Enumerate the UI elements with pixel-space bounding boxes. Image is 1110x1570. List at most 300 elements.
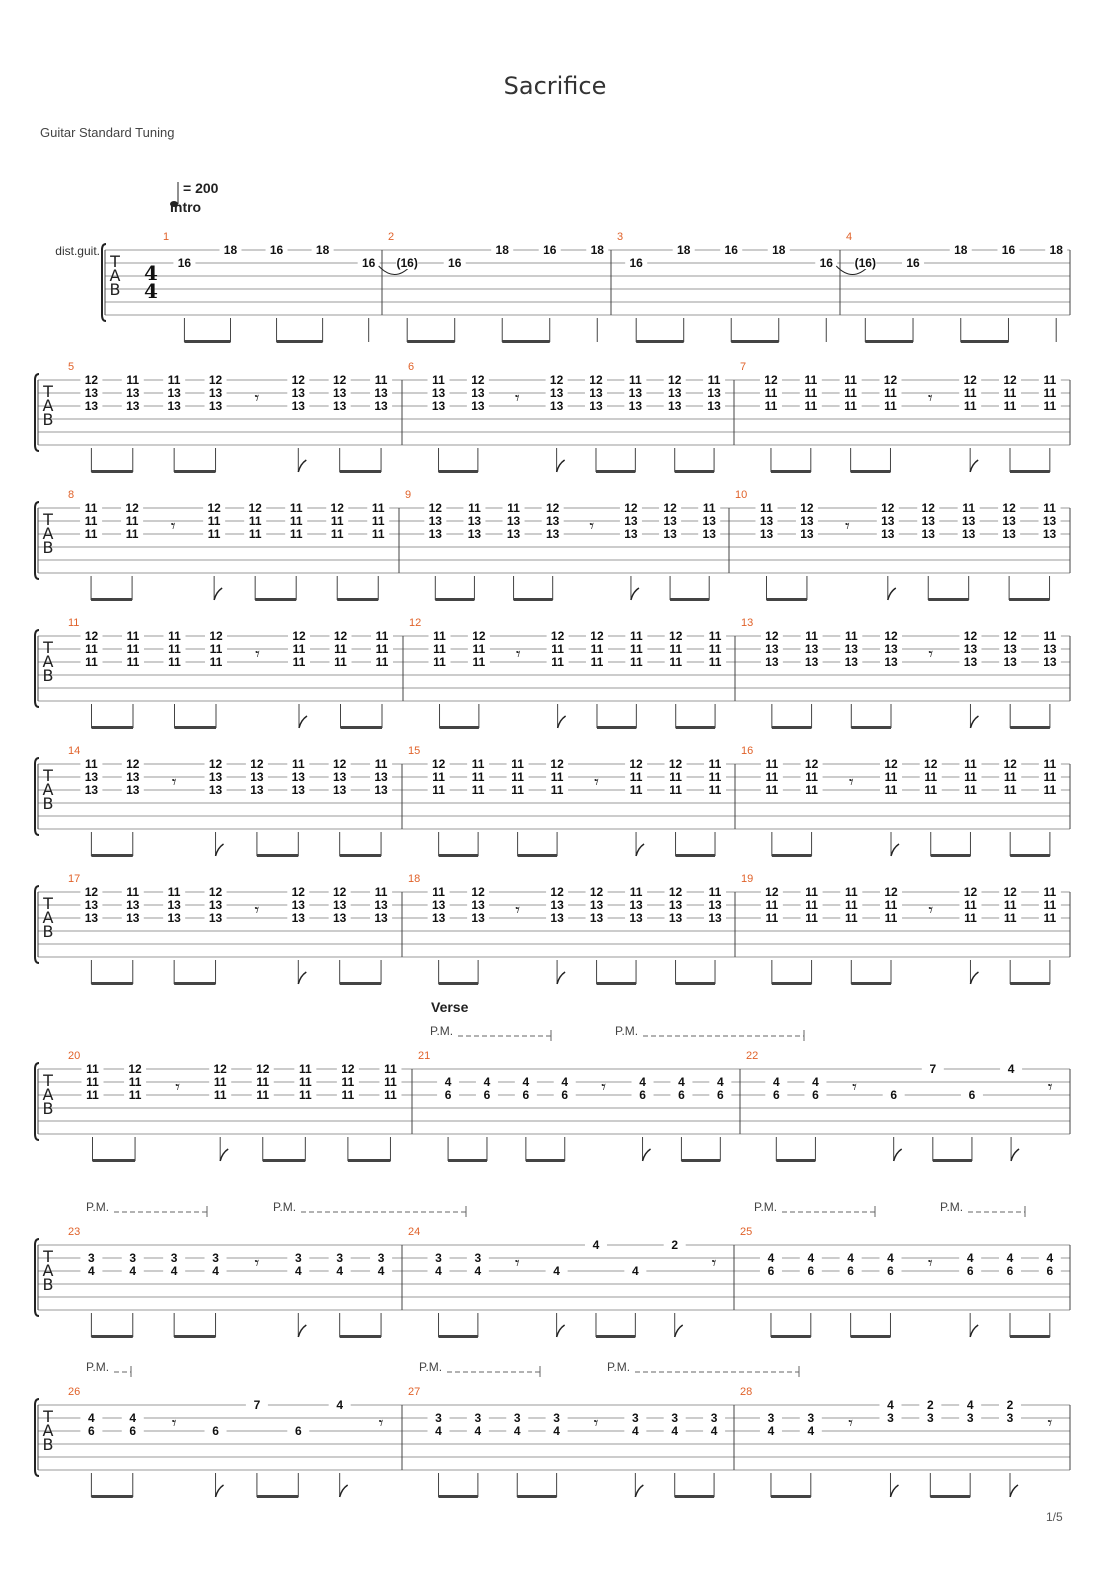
eighth-rest: 𝄾 [594, 772, 599, 793]
fret-number: 13 [84, 911, 99, 925]
fret-number: 11 [126, 642, 140, 656]
fret-number: 4 [671, 1424, 679, 1438]
fret-number: 12 [472, 629, 486, 643]
beam [91, 598, 132, 601]
fret-number: 11 [126, 885, 140, 899]
fret-number: 11 [292, 642, 306, 656]
fret-number: 13 [84, 386, 99, 400]
fret-number: 18 [495, 243, 509, 257]
fret-number: 13 [431, 386, 446, 400]
fret-number: 12 [589, 373, 603, 387]
fret-number: 4 [553, 1424, 560, 1438]
beam [1010, 854, 1050, 857]
fret-number: 18 [772, 243, 786, 257]
fret-number: 12 [207, 501, 221, 515]
fret-number: 6 [444, 1088, 452, 1102]
fret-number: 11 [1043, 399, 1057, 413]
beam [851, 1335, 891, 1338]
fret-number: 6 [212, 1424, 219, 1438]
fret-number: 11 [375, 642, 389, 656]
fret-number: 12 [428, 501, 442, 515]
eighth-rest: 𝄾 [514, 388, 520, 409]
fret-number: 11 [86, 1088, 99, 1102]
beam [526, 1159, 565, 1162]
fret-number: 12 [84, 629, 99, 643]
measure-number: 20 [68, 1050, 81, 1062]
eighth-rest: 𝄾 [170, 516, 176, 537]
eighth-rest: 𝄾 [844, 516, 850, 537]
fret-number: 13 [126, 783, 140, 797]
beam [91, 854, 132, 857]
fret-number: 13 [765, 655, 779, 669]
fret-number: 11 [432, 783, 445, 797]
fret-number: 11 [291, 757, 305, 771]
fret-number: 6 [772, 1088, 780, 1102]
fret-number: 11 [384, 1062, 397, 1076]
fret-number: 13 [332, 770, 347, 784]
fret-number: (16) [396, 256, 418, 270]
fret-number: 11 [384, 1075, 397, 1089]
eighth-rest: 𝄾 [254, 388, 260, 409]
note-flag [298, 1325, 306, 1337]
fret-number: 11 [844, 911, 858, 925]
fret-number: 12 [963, 885, 978, 899]
fret-number: 12 [765, 885, 779, 899]
measure-number: 6 [408, 361, 415, 373]
fret-number: 6 [522, 1088, 530, 1102]
beam [91, 1495, 132, 1498]
fret-number: 11 [85, 757, 98, 771]
fret-number: 13 [765, 642, 779, 656]
eighth-rest: 𝄾 [589, 516, 595, 537]
fret-number: 6 [639, 1088, 646, 1102]
fret-number: 13 [208, 386, 223, 400]
fret-number: 4 [767, 1424, 775, 1438]
fret-number: 6 [678, 1088, 685, 1102]
note-flag [214, 588, 222, 600]
fret-number: 11 [84, 501, 98, 515]
fret-number: 16 [819, 256, 833, 270]
fret-number: 13 [374, 399, 388, 413]
fret-number: 4 [474, 1424, 482, 1438]
tab-system [35, 999, 1070, 1162]
fret-number: 13 [291, 783, 305, 797]
fret-number: 11 [128, 1088, 142, 1102]
fret-number: 11 [384, 1088, 397, 1102]
fret-number: 4 [847, 1251, 854, 1265]
note-flag [557, 972, 565, 984]
note-flag [557, 460, 565, 472]
fret-number: 12 [550, 757, 564, 771]
fret-number: 11 [708, 629, 722, 643]
fret-number: 13 [126, 399, 140, 413]
fret-number: 11 [964, 783, 977, 797]
beam [517, 1495, 556, 1498]
measure-number: 21 [418, 1050, 431, 1062]
fret-number: 4 [483, 1075, 491, 1089]
fret-number: 12 [1003, 885, 1017, 899]
fret-number: (16) [854, 256, 876, 270]
fret-number: 4 [336, 1398, 344, 1412]
fret-number: 11 [126, 629, 140, 643]
fret-number: 13 [1003, 642, 1017, 656]
note-flag [298, 972, 306, 984]
fret-number: 11 [764, 386, 778, 400]
fret-number: 11 [471, 770, 485, 784]
measure-number: 3 [617, 231, 624, 243]
fret-number: 13 [884, 642, 898, 656]
tab-clef-letter: A [42, 1085, 54, 1104]
fret-number: 12 [128, 1062, 142, 1076]
tab-clef-letter: B [42, 410, 54, 429]
fret-number: 11 [804, 399, 818, 413]
beam [676, 854, 715, 857]
fret-number: 13 [961, 527, 976, 541]
fret-number: 12 [341, 1062, 355, 1076]
fret-number: 11 [341, 1088, 355, 1102]
fret-number: 3 [474, 1411, 482, 1425]
fret-number: 13 [804, 642, 819, 656]
measure-number: 13 [741, 617, 754, 629]
fret-number: 11 [805, 783, 818, 797]
beam [439, 982, 478, 985]
beam [277, 340, 323, 343]
fret-number: 11 [207, 514, 221, 528]
fret-number: 11 [630, 655, 643, 669]
fret-number: 11 [1043, 386, 1057, 400]
fret-number: 4 [887, 1251, 894, 1265]
fret-number: 11 [702, 501, 716, 515]
fret-number: 11 [765, 783, 779, 797]
fret-number: 3 [671, 1411, 679, 1425]
fret-number: 13 [708, 911, 722, 925]
note-flag [894, 1149, 902, 1161]
fret-number: 13 [844, 655, 858, 669]
fret-number: 11 [248, 527, 262, 541]
note-flag [970, 972, 978, 984]
fret-number: 4 [522, 1075, 530, 1089]
fret-number: 13 [589, 386, 603, 400]
fret-number: 11 [884, 399, 897, 413]
fret-number: 13 [549, 399, 564, 413]
fret-number: 13 [374, 386, 388, 400]
measure-number: 2 [388, 231, 395, 243]
beam [771, 470, 811, 473]
fret-number: 11 [256, 1075, 270, 1089]
fret-number: 13 [884, 655, 898, 669]
tab-system [35, 1386, 1070, 1498]
fret-number: 4 [966, 1251, 974, 1265]
tab-clef-letter: A [42, 1421, 54, 1440]
measure-number: 19 [741, 873, 754, 885]
beam [348, 1159, 391, 1162]
beam [961, 340, 1009, 343]
measure-number: 1 [163, 231, 170, 243]
fret-number: 11 [669, 783, 682, 797]
fret-number: 13 [84, 770, 99, 784]
fret-number: 3 [435, 1251, 442, 1265]
eighth-rest: 𝄾 [848, 772, 854, 793]
fret-number: 11 [371, 514, 385, 528]
fret-number: 12 [668, 885, 683, 899]
fret-number: 11 [1043, 911, 1057, 925]
fret-number: 11 [432, 373, 445, 387]
fret-number: 13 [759, 527, 774, 541]
tab-clef-letter: B [42, 1099, 54, 1118]
beam [933, 1159, 972, 1162]
fret-number: 13 [881, 514, 895, 528]
measure-number: 16 [741, 745, 754, 757]
fret-number: 13 [629, 911, 643, 925]
fret-number: 12 [629, 757, 643, 771]
note-flag [890, 1485, 898, 1497]
beam [174, 470, 215, 473]
section-intro: Intro [170, 199, 202, 215]
fret-number: 13 [332, 783, 347, 797]
palm-mute-label: P.M. [273, 1200, 297, 1214]
fret-number: 11 [708, 783, 722, 797]
fret-number: 12 [332, 373, 347, 387]
beam [1010, 982, 1050, 985]
measure-number: 12 [409, 617, 422, 629]
beam [597, 726, 636, 729]
fret-number: 11 [433, 629, 446, 643]
fret-number: 11 [375, 629, 389, 643]
fret-number: 12 [292, 629, 306, 643]
fret-number: 11 [371, 527, 385, 541]
fret-number: 12 [963, 629, 978, 643]
fret-number: 11 [707, 373, 721, 387]
fret-number: 13 [467, 527, 482, 541]
fret-number: 13 [208, 399, 223, 413]
measure-number: 4 [846, 231, 853, 243]
fret-number: 4 [767, 1251, 775, 1265]
fret-number: 11 [330, 527, 344, 541]
fret-number: 13 [291, 386, 305, 400]
fret-number: 4 [710, 1424, 718, 1438]
eighth-rest: 𝄾 [171, 772, 177, 793]
fret-number: 12 [924, 757, 938, 771]
palm-mute-label: P.M. [940, 1200, 964, 1214]
fret-number: 18 [1049, 243, 1063, 257]
fret-number: 4 [1006, 1251, 1014, 1265]
beam [928, 598, 968, 601]
measure-number: 25 [740, 1226, 753, 1238]
tab-clef-letter: A [109, 266, 121, 285]
fret-number: 12 [1002, 501, 1016, 515]
fret-number: 4 [513, 1424, 521, 1438]
fret-number: 11 [298, 1062, 312, 1076]
fret-number: 11 [964, 898, 977, 912]
measure-number: 7 [740, 361, 747, 373]
fret-number: 13 [663, 514, 677, 528]
fret-number: 13 [881, 527, 895, 541]
tab-clef-letter: B [42, 1435, 54, 1454]
eighth-rest: 𝄾 [711, 1253, 717, 1274]
fret-number: 11 [341, 1075, 355, 1089]
fret-number: 13 [624, 527, 638, 541]
fret-number: 13 [167, 399, 181, 413]
beam [257, 854, 298, 857]
fret-number: 4 [88, 1411, 95, 1425]
fret-number: 13 [707, 386, 721, 400]
beam [91, 1335, 132, 1338]
fret-number: 13 [84, 898, 99, 912]
fret-number: 6 [890, 1088, 898, 1102]
eighth-rest: 𝄾 [852, 1077, 857, 1098]
fret-number: 11 [550, 770, 564, 784]
fret-number: 3 [212, 1251, 219, 1265]
beam [439, 854, 478, 857]
fret-number: 13 [961, 514, 976, 528]
fret-number: 12 [471, 885, 485, 899]
tab-clef-letter: B [109, 280, 121, 299]
fret-number: 4 [336, 1264, 344, 1278]
tab-clef-letter: A [42, 908, 54, 927]
fret-number: 13 [126, 898, 140, 912]
beam [518, 854, 557, 857]
beam [772, 726, 812, 729]
beam [681, 1159, 720, 1162]
fret-number: 12 [250, 757, 264, 771]
beam [596, 470, 635, 473]
tab-system [35, 617, 1070, 729]
fret-number: 11 [511, 770, 524, 784]
fret-number: 18 [677, 243, 691, 257]
fret-number: 13 [1042, 514, 1057, 528]
fret-number: 3 [807, 1411, 815, 1425]
beam [1010, 470, 1050, 473]
fret-number: 12 [333, 629, 348, 643]
note-flag [299, 716, 307, 728]
fret-number: 13 [921, 527, 935, 541]
fret-number: 3 [88, 1251, 95, 1265]
fret-number: 13 [506, 527, 521, 541]
fret-number: 11 [805, 911, 818, 925]
fret-number: 11 [128, 1075, 142, 1089]
fret-number: 6 [1046, 1264, 1054, 1278]
beam [439, 1495, 478, 1498]
fret-number: 13 [428, 527, 442, 541]
fret-number: 11 [805, 885, 818, 899]
fret-number: 11 [629, 373, 642, 387]
fret-number: 11 [629, 885, 643, 899]
fret-number: 7 [253, 1398, 261, 1412]
fret-number: 11 [86, 1075, 99, 1089]
fret-number: 4 [435, 1264, 442, 1278]
fret-number: 13 [471, 911, 485, 925]
measure-number: 27 [408, 1386, 421, 1398]
beam [407, 340, 455, 343]
palm-mute-label: P.M. [419, 1360, 443, 1374]
fret-number: 6 [767, 1264, 775, 1278]
fret-number: 13 [208, 783, 223, 797]
fret-number: 11 [1003, 911, 1017, 925]
fret-number: 11 [472, 642, 486, 656]
fret-number: 13 [208, 770, 223, 784]
beam [931, 854, 971, 857]
beam [340, 854, 381, 857]
fret-number: 13 [428, 514, 442, 528]
fret-number: 13 [467, 514, 482, 528]
fret-number: 11 [805, 898, 818, 912]
note-flag [970, 460, 978, 472]
fret-number: 11 [209, 642, 223, 656]
fret-number: 3 [170, 1251, 178, 1265]
note-flag [558, 716, 566, 728]
fret-number: 11 [764, 399, 778, 413]
tab-clef-letter: T [43, 1407, 53, 1426]
fret-number: 11 [1003, 898, 1017, 912]
fret-number: 6 [1006, 1264, 1014, 1278]
page-number: 1/5 [1046, 1510, 1063, 1524]
fret-number: 12 [550, 629, 565, 643]
fret-number: 12 [471, 373, 485, 387]
measure-number: 9 [405, 489, 412, 501]
fret-number: 4 [170, 1264, 178, 1278]
fret-number: 4 [129, 1264, 137, 1278]
tuning-label: Guitar Standard Tuning [40, 125, 175, 140]
fret-number: 11 [213, 1075, 227, 1089]
fret-number: 11 [248, 514, 262, 528]
fret-number: 12 [330, 501, 344, 515]
fret-number: 12 [125, 501, 139, 515]
fret-number: 13 [84, 399, 99, 413]
note-flag [1010, 1485, 1018, 1497]
fret-number: 13 [167, 911, 181, 925]
fret-number: 11 [289, 501, 303, 515]
fret-number: 12 [431, 757, 446, 771]
fret-number: 6 [716, 1088, 724, 1102]
fret-number: 6 [812, 1088, 819, 1102]
measure-number: 11 [68, 617, 80, 629]
fret-number: 11 [334, 655, 347, 669]
fret-number: 11 [168, 642, 181, 656]
fret-number: 13 [668, 911, 683, 925]
fret-number: 12 [213, 1062, 227, 1076]
fret-number: 12 [248, 501, 262, 515]
beam [263, 1159, 306, 1162]
fret-number: 3 [377, 1251, 385, 1265]
fret-number: 2 [926, 1398, 934, 1412]
fret-number: 11 [168, 629, 181, 643]
beam [255, 598, 296, 601]
fret-number: 11 [167, 373, 181, 387]
fret-number: 11 [708, 655, 722, 669]
fret-number: 11 [471, 783, 485, 797]
fret-number: 11 [844, 386, 857, 400]
fret-number: 11 [84, 514, 98, 528]
palm-mute-label: P.M. [430, 1024, 454, 1038]
fret-number: 3 [294, 1251, 302, 1265]
tab-clef-letter: A [42, 396, 54, 415]
fret-number: 12 [209, 629, 223, 643]
fret-number: 12 [624, 501, 638, 515]
fret-number: 6 [847, 1264, 854, 1278]
tab-clef-letter: A [42, 780, 54, 799]
fret-number: 16 [177, 256, 192, 270]
fret-number: 4 [1007, 1062, 1015, 1076]
fret-number: 11 [371, 501, 385, 515]
fret-number: 11 [760, 501, 773, 515]
fret-number: 12 [765, 629, 779, 643]
fret-number: 6 [968, 1088, 976, 1102]
fret-number: 16 [906, 256, 920, 270]
fret-number: 6 [88, 1424, 95, 1438]
note-flag [340, 1485, 348, 1497]
fret-number: 12 [804, 757, 819, 771]
fret-number: 13 [668, 399, 682, 413]
